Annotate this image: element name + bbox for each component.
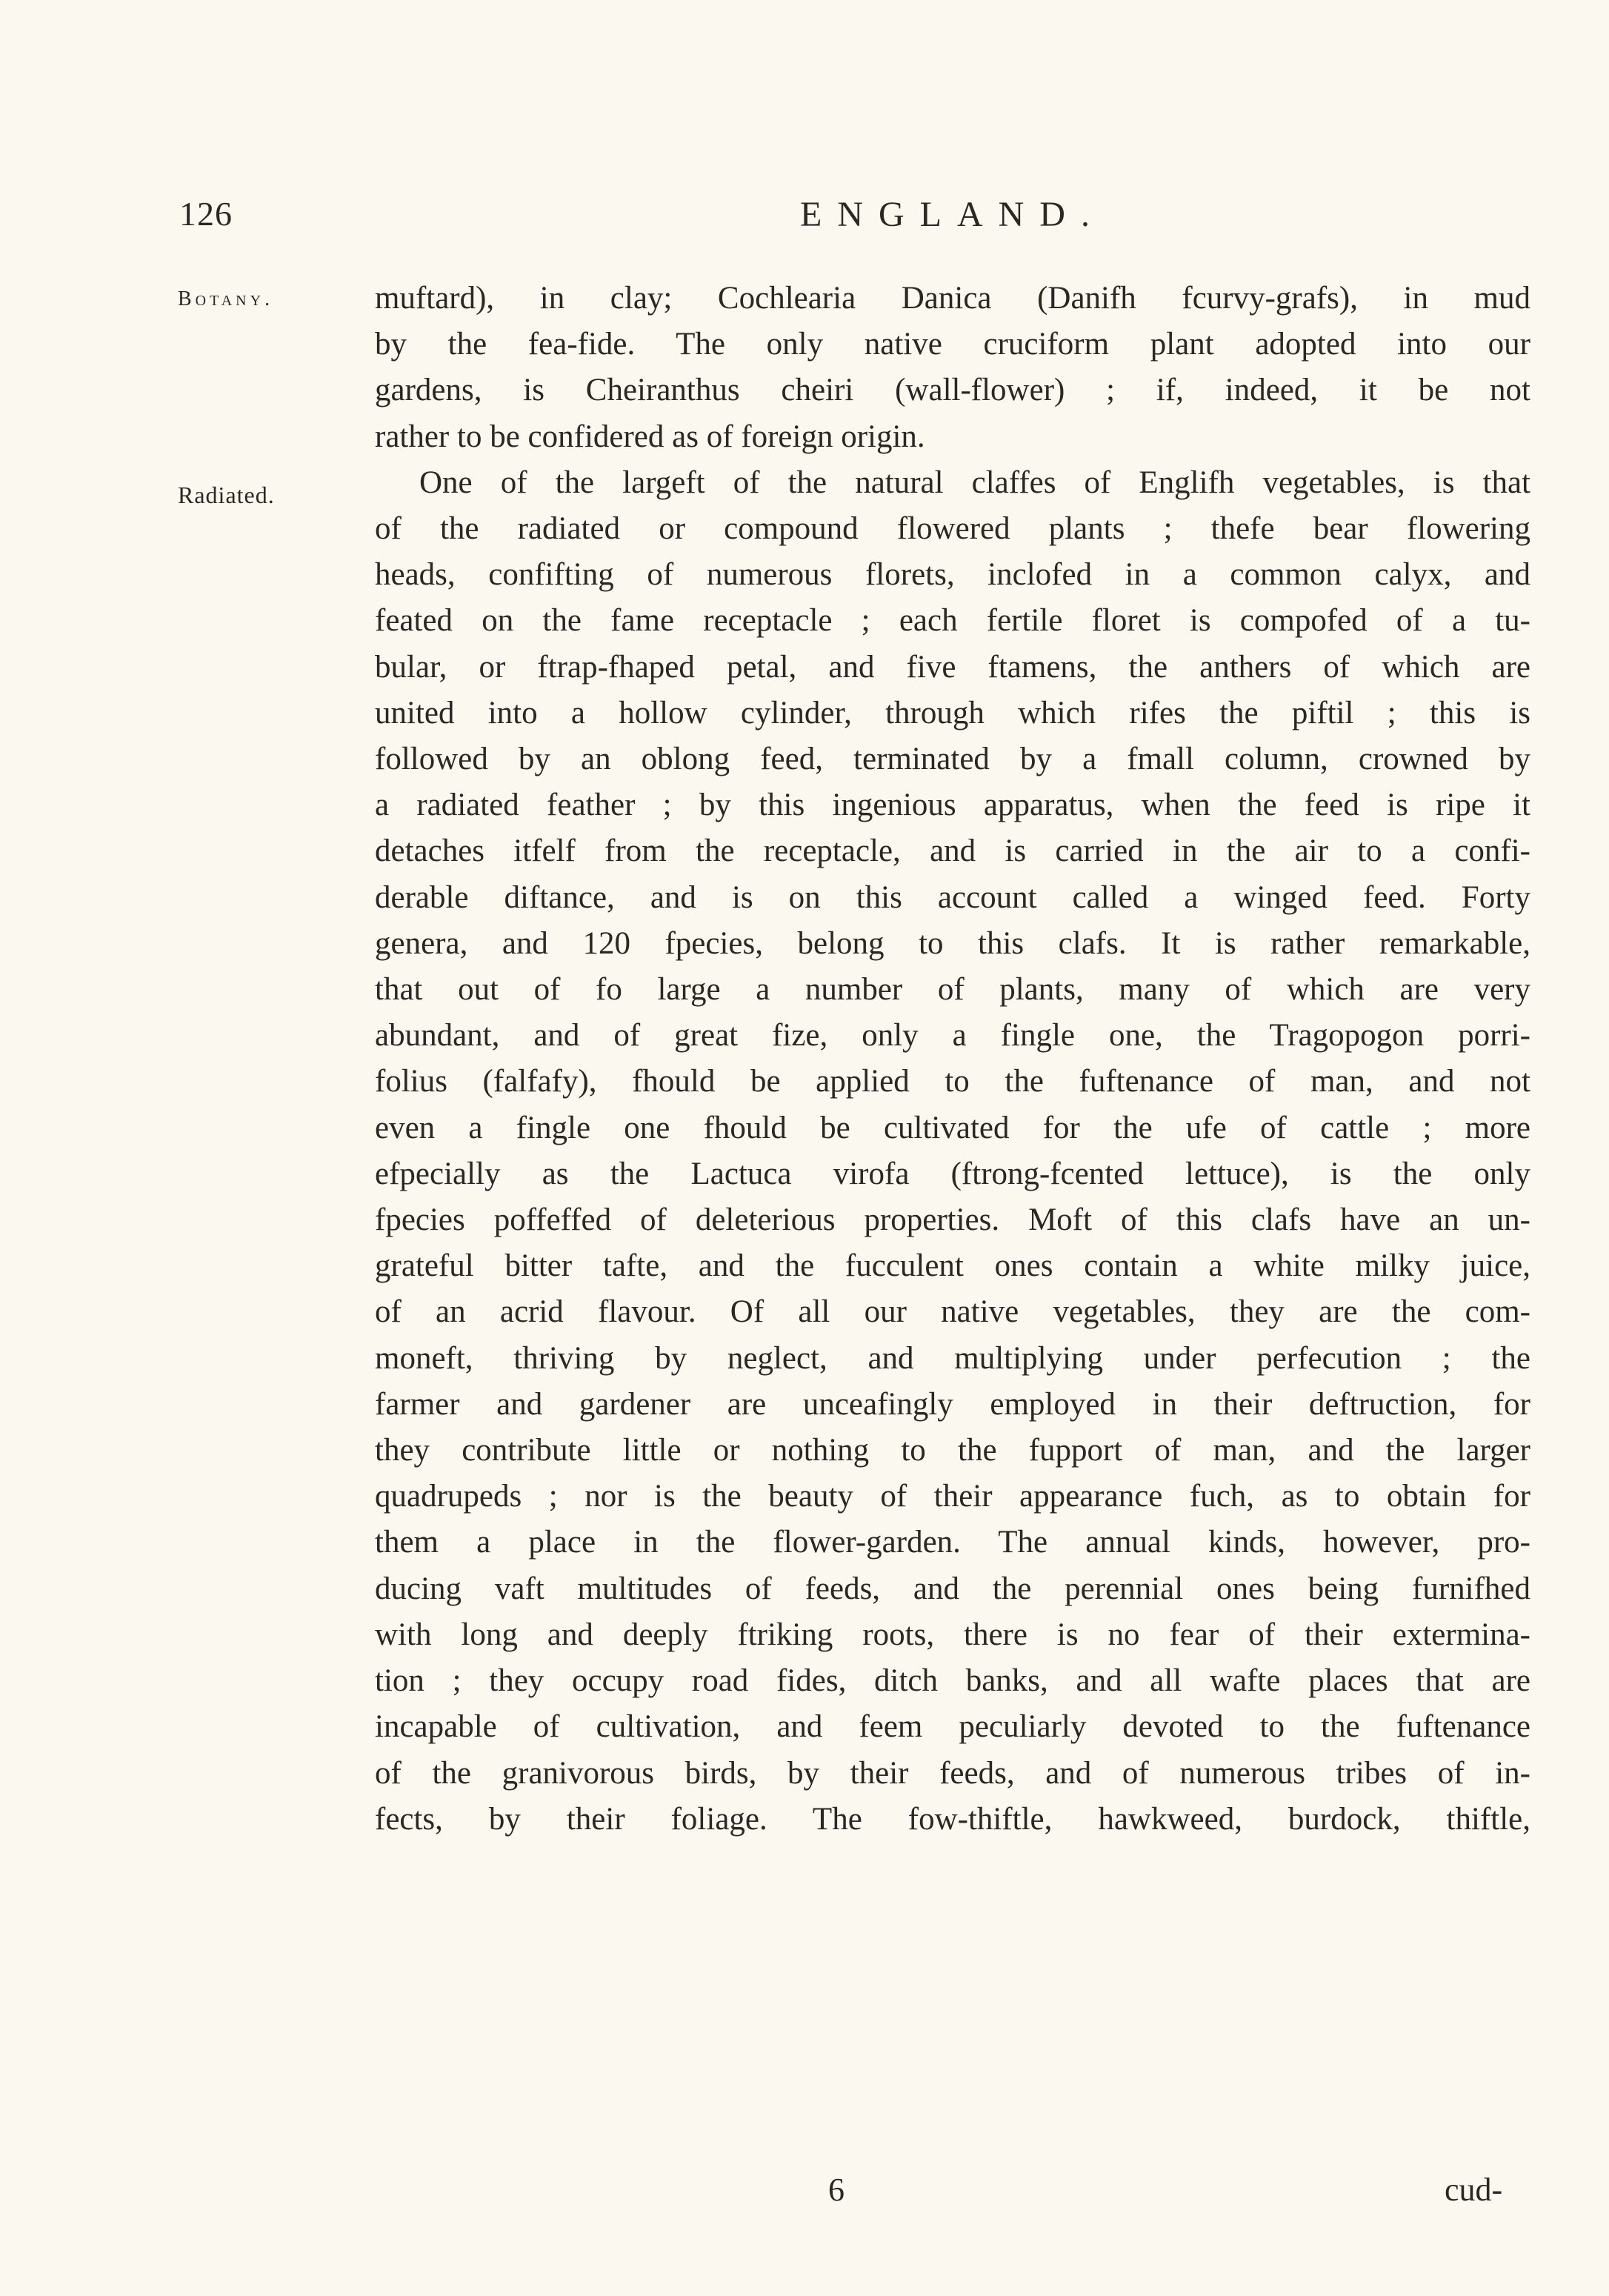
text-line: followed by an oblong feed, terminated by a fmall column, crowned by xyxy=(375,742,1530,777)
text-line: even a fingle one fhould be cultivated for the ufe of cattle ; more xyxy=(375,1110,1530,1145)
text-line: fects, by their foliage. The fow-thiftle, hawkweed, burdock, thiftle, xyxy=(375,1801,1530,1837)
text-line: One of the largeft of the natural claffes of Englifh vegetables, is that xyxy=(419,465,1530,500)
text-line: fpecies poffeffed of deleterious properties. Moft of this clafs have an un- xyxy=(375,1202,1530,1238)
body-text xyxy=(375,276,1530,1843)
running-title: ENGLAND. xyxy=(800,195,1105,234)
text-line: abundant, and of great fize, only a fingle one, the Tragopogon porri- xyxy=(375,1018,1530,1054)
text-line: by the fea-fide. The only native cruciform plant adopted into our xyxy=(375,327,1530,362)
text-line: with long and deeply ftriking roots, there is no fear of their extermina- xyxy=(375,1617,1530,1652)
text-line: a radiated feather ; by this ingenious apparatus, when the feed is ripe it xyxy=(375,788,1530,823)
text-line: ducing vaft multitudes of feeds, and the perennial ones being furnifhed xyxy=(375,1571,1530,1606)
text-line: feated on the fame receptacle ; each fertile floret is compofed of a tu- xyxy=(375,603,1530,639)
text-line: detaches itfelf from the receptacle, and is carried in the air to a confi- xyxy=(375,833,1530,869)
text-line: farmer and gardener are unceafingly employed in their deftruction, for xyxy=(375,1386,1530,1422)
text-line: quadrupeds ; nor is the beauty of their appearance fuch, as to obtain for xyxy=(375,1479,1530,1514)
text-line: efpecially as the Lactuca virofa (ftrong-fcented lettuce), is the only xyxy=(375,1156,1530,1191)
text-line: folius (falfafy), fhould be applied to the fuftenance of man, and not xyxy=(375,1064,1530,1099)
text-line: they contribute little or nothing to the fupport of man, and the larger xyxy=(375,1433,1530,1468)
text-line: moneft, thriving by neglect, and multiplying under perfecution ; the xyxy=(375,1340,1530,1376)
catchword: cud- xyxy=(1445,2172,1503,2208)
text-line: gardens, is Cheiranthus cheiri (wall-flower) ; if, indeed, it be not xyxy=(375,373,1530,408)
margin-note-botany: Botany. xyxy=(178,287,274,310)
text-line: derable diftance, and is on this account called a winged feed. Forty xyxy=(375,879,1530,915)
signature-mark: 6 xyxy=(828,2172,845,2208)
margin-note-radiated: Radiated. xyxy=(178,482,275,508)
text-line: that out of fo large a number of plants, many of which are very xyxy=(375,972,1530,1008)
text-line: genera, and 120 fpecies, belong to this clafs. It is rather remarkable, xyxy=(375,925,1530,961)
text-line: of the radiated or compound flowered plants ; thefe bear flowering xyxy=(375,511,1530,547)
text-line: heads, confifting of numerous florets, inclofed in a common calyx, and xyxy=(375,557,1530,593)
text-line: united into a hollow cylinder, through which rifes the piftil ; this is xyxy=(375,695,1530,731)
text-line: tion ; they occupy road fides, ditch banks, and all wafte places that are xyxy=(375,1663,1530,1699)
text-line: bular, or ftrap-fhaped petal, and five ftamens, the anthers of which are xyxy=(375,649,1530,685)
text-line: rather to be confidered as of foreign origin. xyxy=(375,419,925,454)
text-line: muftard), in clay; Cochlearia Danica (Danifh fcurvy-grafs), in mud xyxy=(375,281,1530,316)
text-line: grateful bitter tafte, and the fucculent ones contain a white milky juice, xyxy=(375,1248,1530,1284)
text-line: incapable of cultivation, and feem peculiarly devoted to the fuftenance xyxy=(375,1709,1530,1745)
text-line: of the granivorous birds, by their feeds, and of numerous tribes of in- xyxy=(375,1755,1530,1791)
page-number: 126 xyxy=(179,195,233,233)
text-line: of an acrid flavour. Of all our native vegetables, they are the com- xyxy=(375,1294,1530,1330)
text-line: them a place in the flower-garden. The annual kinds, however, pro- xyxy=(375,1525,1530,1560)
